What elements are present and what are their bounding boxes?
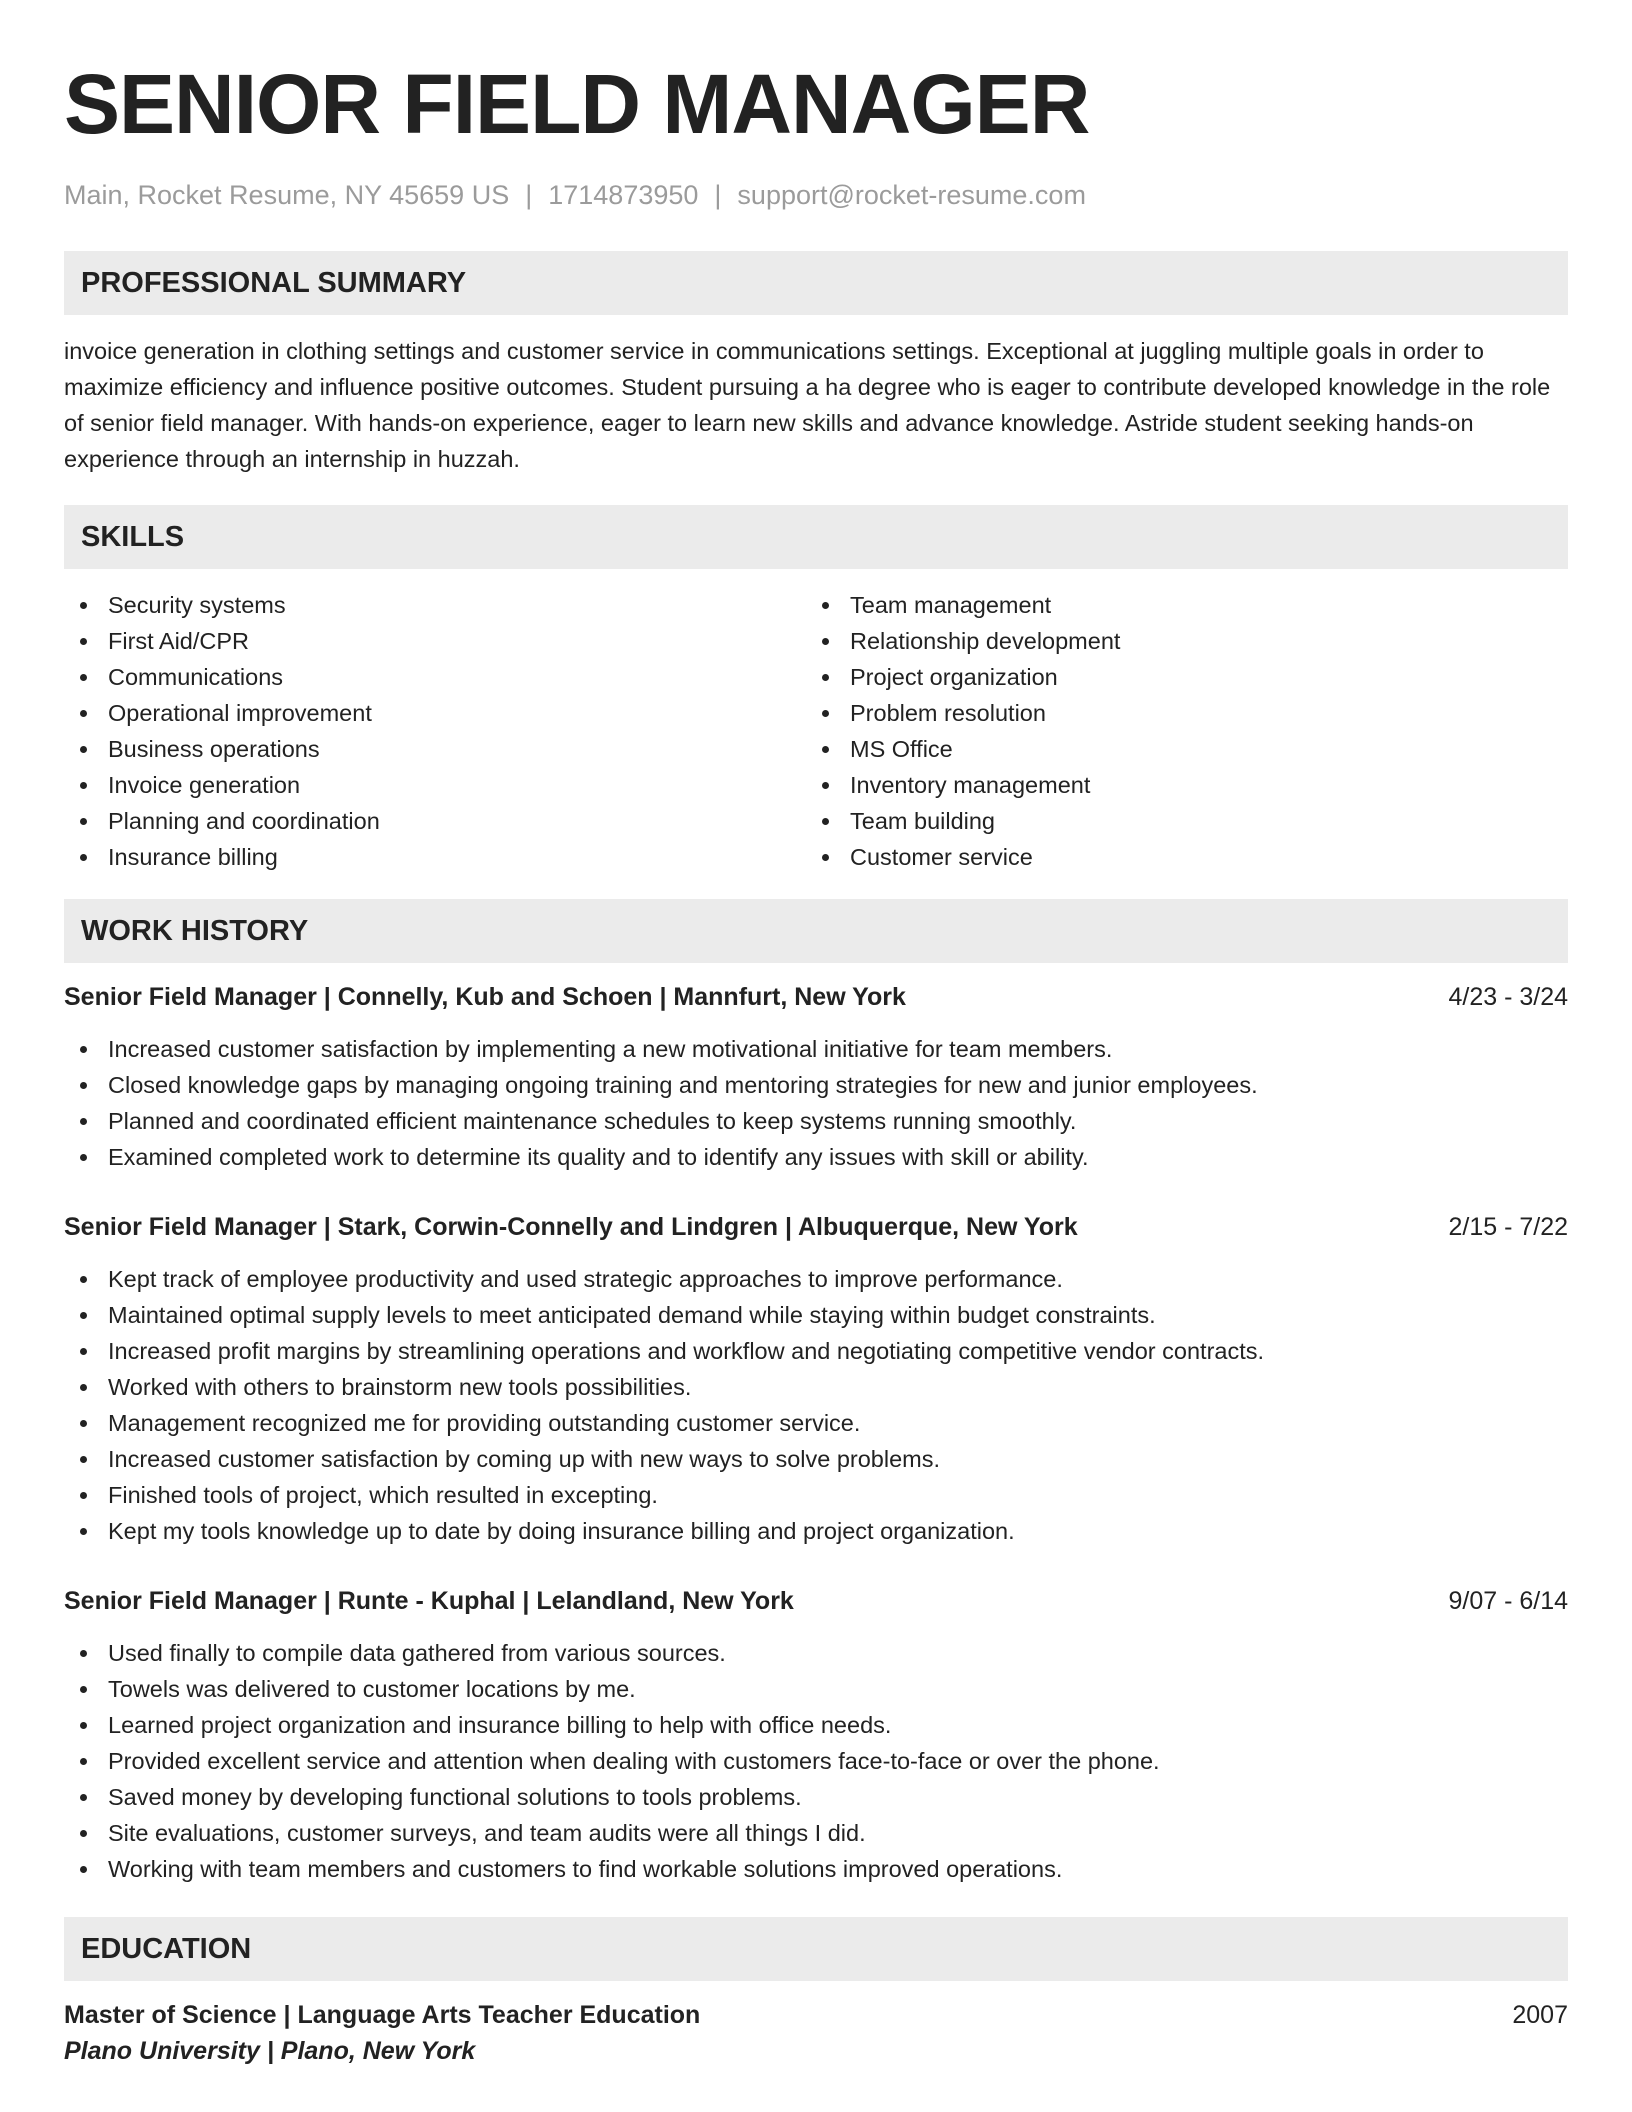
education-school: Plano University | Plano, New York xyxy=(64,2037,476,2065)
education-degree: Master of Science | Language Arts Teacher Education xyxy=(64,2001,701,2029)
section-header-skills: SKILLS xyxy=(64,505,1568,569)
job-bullet: Planned and coordinated efficient maintenance schedules to keep systems running smoothly. xyxy=(64,1103,1568,1139)
skill-item: Project organization xyxy=(806,659,1548,695)
skill-item: Invoice generation xyxy=(64,767,806,803)
skill-item: Communications xyxy=(64,659,806,695)
resume-title: SENIOR FIELD MANAGER xyxy=(64,57,1090,151)
skill-item: First Aid/CPR xyxy=(64,623,806,659)
contact-address: Main, Rocket Resume, NY 45659 US xyxy=(64,180,510,210)
job-bullets xyxy=(64,1635,1568,1887)
skill-item: MS Office xyxy=(806,731,1548,767)
job-bullet: Finished tools of project, which resulted in excepting. xyxy=(64,1477,1568,1513)
job-bullet: Working with team members and customers to find workable solutions improved operations. xyxy=(64,1851,1568,1887)
skill-item: Customer service xyxy=(806,839,1548,875)
skill-item: Operational improvement xyxy=(64,695,806,731)
job-header xyxy=(64,979,1568,1015)
job-dates: 9/07 - 6/14 xyxy=(1448,1587,1568,1615)
contact-separator: | xyxy=(714,180,722,210)
skill-item: Planning and coordination xyxy=(64,803,806,839)
job-dates: 4/23 - 3/24 xyxy=(1448,983,1568,1011)
job-bullet: Kept my tools knowledge up to date by doing insurance billing and project organization. xyxy=(64,1513,1568,1549)
job-bullet: Learned project organization and insurance billing to help with office needs. xyxy=(64,1707,1568,1743)
section-header-education: EDUCATION xyxy=(64,1917,1568,1981)
education-year: 2007 xyxy=(1512,2001,1568,2029)
skill-item: Security systems xyxy=(64,587,806,623)
job-title: Senior Field Manager | Connelly, Kub and Schoen | Mannfurt, New York xyxy=(64,983,906,1011)
section-header-work-history: WORK HISTORY xyxy=(64,899,1568,963)
job-bullet: Towels was delivered to customer locations by me. xyxy=(64,1671,1568,1707)
job-bullet: Management recognized me for providing outstanding customer service. xyxy=(64,1405,1568,1441)
section-header-summary: PROFESSIONAL SUMMARY xyxy=(64,251,1568,315)
job-bullets xyxy=(64,1031,1568,1175)
job-bullet: Closed knowledge gaps by managing ongoing training and mentoring strategies for new and junior employees. xyxy=(64,1067,1568,1103)
job-entry xyxy=(64,1209,1568,1549)
skills-list xyxy=(64,587,1568,875)
skill-item: Inventory management xyxy=(806,767,1548,803)
job-bullet: Kept track of employee productivity and used strategic approaches to improve performance. xyxy=(64,1261,1568,1297)
job-bullet: Maintained optimal supply levels to meet anticipated demand while staying within budget constraints. xyxy=(64,1297,1568,1333)
contact-separator: | xyxy=(525,180,533,210)
job-bullet: Saved money by developing functional solutions to tools problems. xyxy=(64,1779,1568,1815)
skill-item: Relationship development xyxy=(806,623,1548,659)
skill-item: Team management xyxy=(806,587,1548,623)
education-entry xyxy=(64,1997,1568,2069)
contact-email: support@rocket-resume.com xyxy=(737,180,1086,210)
job-entry xyxy=(64,1583,1568,1887)
job-entry xyxy=(64,979,1568,1175)
skills-column-left xyxy=(64,587,806,875)
job-bullet: Worked with others to brainstorm new tools possibilities. xyxy=(64,1369,1568,1405)
skill-item: Insurance billing xyxy=(64,839,806,875)
job-bullets xyxy=(64,1261,1568,1549)
skill-item: Team building xyxy=(806,803,1548,839)
job-header xyxy=(64,1583,1568,1619)
job-header xyxy=(64,1209,1568,1245)
job-title: Senior Field Manager | Runte - Kuphal | Lelandland, New York xyxy=(64,1587,794,1615)
job-bullet: Provided excellent service and attention when dealing with customers face-to-face or over the phone. xyxy=(64,1743,1568,1779)
contact-line xyxy=(64,178,1568,212)
summary-text: invoice generation in clothing settings and customer service in communications settings. Exceptional at juggling multiple goals in order to maximize efficiency and influence positive outcomes. Student pursuing a ha degree who is eager to contribute developed knowledge in the role of senior field manager. With hands-on experience, eager to learn new skills and advance knowledge. Astride student seeking hands-on experience through an internship in huzzah. xyxy=(64,338,1551,472)
job-bullet: Site evaluations, customer surveys, and team audits were all things I did. xyxy=(64,1815,1568,1851)
skill-item: Problem resolution xyxy=(806,695,1548,731)
job-bullet: Examined completed work to determine its quality and to identify any issues with skill or ability. xyxy=(64,1139,1568,1175)
job-bullet: Used finally to compile data gathered from various sources. xyxy=(64,1635,1568,1671)
contact-phone: 1714873950 xyxy=(548,180,699,210)
job-title: Senior Field Manager | Stark, Corwin-Connelly and Lindgren | Albuquerque, New York xyxy=(64,1213,1078,1241)
job-bullet: Increased profit margins by streamlining operations and workflow and negotiating competitive vendor contracts. xyxy=(64,1333,1568,1369)
education-header xyxy=(64,1997,1568,2033)
skill-item: Business operations xyxy=(64,731,806,767)
job-bullet: Increased customer satisfaction by implementing a new motivational initiative for team members. xyxy=(64,1031,1568,1067)
job-bullet: Increased customer satisfaction by coming up with new ways to solve problems. xyxy=(64,1441,1568,1477)
job-dates: 2/15 - 7/22 xyxy=(1448,1213,1568,1241)
skills-column-right xyxy=(806,587,1548,875)
